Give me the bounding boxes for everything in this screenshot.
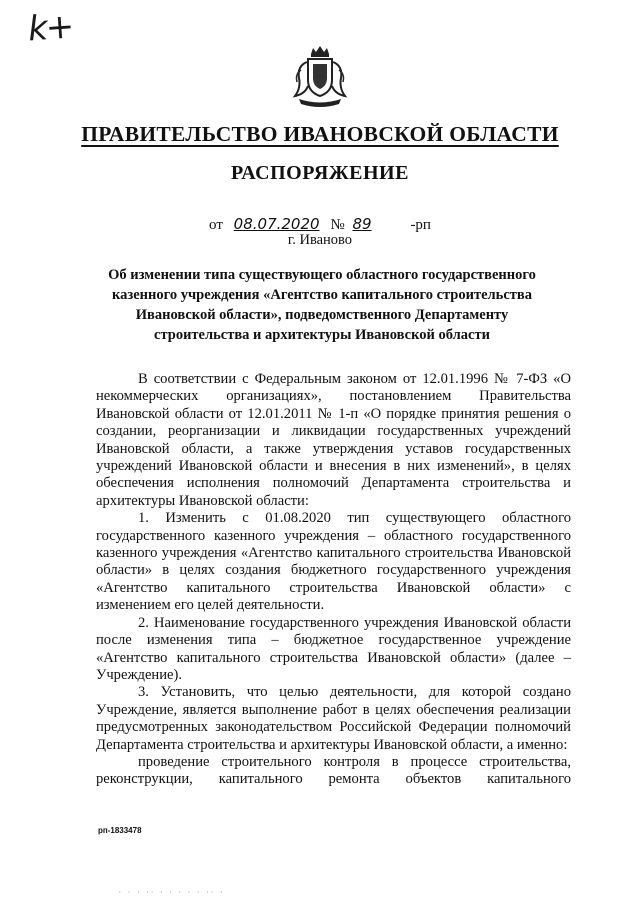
city: г. Иваново bbox=[287, 232, 353, 248]
date-prefix: от bbox=[209, 217, 223, 233]
document-type: РАСПОРЯЖЕНИЕ bbox=[231, 162, 409, 184]
handwritten-date: 08.07.2020 bbox=[233, 215, 320, 233]
item-3-paragraph: 3. Установить, что целью деятельности, для которой создано Учреждение, является выполнение работ в целях обеспечения реализации предусмотренных законодательством Российской Федерации полномочий Департамента строительства и архитектуры Ивановской области, а именно: bbox=[96, 684, 571, 753]
document-body bbox=[96, 371, 571, 789]
number-prefix: № bbox=[330, 217, 345, 233]
preamble-paragraph: В соответствии с Федеральным законом от 12.01.1996 № 7-ФЗ «О некоммерческих организациях», постановлением Правительства Ивановской области от 12.01.2011 № 1-п «О порядке принятия решения о создании, реорганизации и ликвидации государственных учреждений Ивановской области, а также утверждения уставов государственных учреждений Ивановской области и внесения в них изменений», в целях обеспечения исполнения полномочий Департамента строительства и архитектуры Ивановской области: bbox=[96, 371, 571, 509]
item-3-subparagraph: проведение строительного контроля в процессе строительства, реконструкции, капитального ремонта объектов капитального bbox=[96, 753, 571, 788]
document-subject: Об изменении типа существующего областного государственного казенного учреждения «Агентство капитального строительства Ивановской области», подведомственного Департаменту строительства и архитектуры Ивановской области bbox=[108, 267, 536, 343]
handwritten-number: 89 bbox=[352, 215, 372, 233]
scan-artifact: · · · ·· · · · · · ·· · bbox=[118, 889, 225, 896]
government-title: ПРАВИТЕЛЬСТВО ИВАНОВСКОЙ ОБЛАСТИ bbox=[81, 122, 559, 146]
number-suffix: -рп bbox=[410, 217, 431, 233]
item-2-paragraph: 2. Наименование государственного учреждения Ивановской области после изменения типа – бюджетное государственное учреждение «Агентство капитального строительства Ивановской области» (далее – Учреждение). bbox=[96, 614, 571, 683]
handwritten-mark: k+ bbox=[26, 6, 74, 50]
coat-of-arms-icon bbox=[291, 44, 349, 108]
item-1-paragraph: 1. Изменить с 01.08.2020 тип существующего областного государственного казенного учреждения – областного государственного казенного учреждения «Агентство капитального строительства Ивановской области» в целях создания бюджетного государственного учреждения «Агентство капитального строительства Ивановской области» с изменением его целей деятельности. bbox=[96, 510, 571, 614]
footer-code: рп-1833478 bbox=[98, 826, 142, 835]
